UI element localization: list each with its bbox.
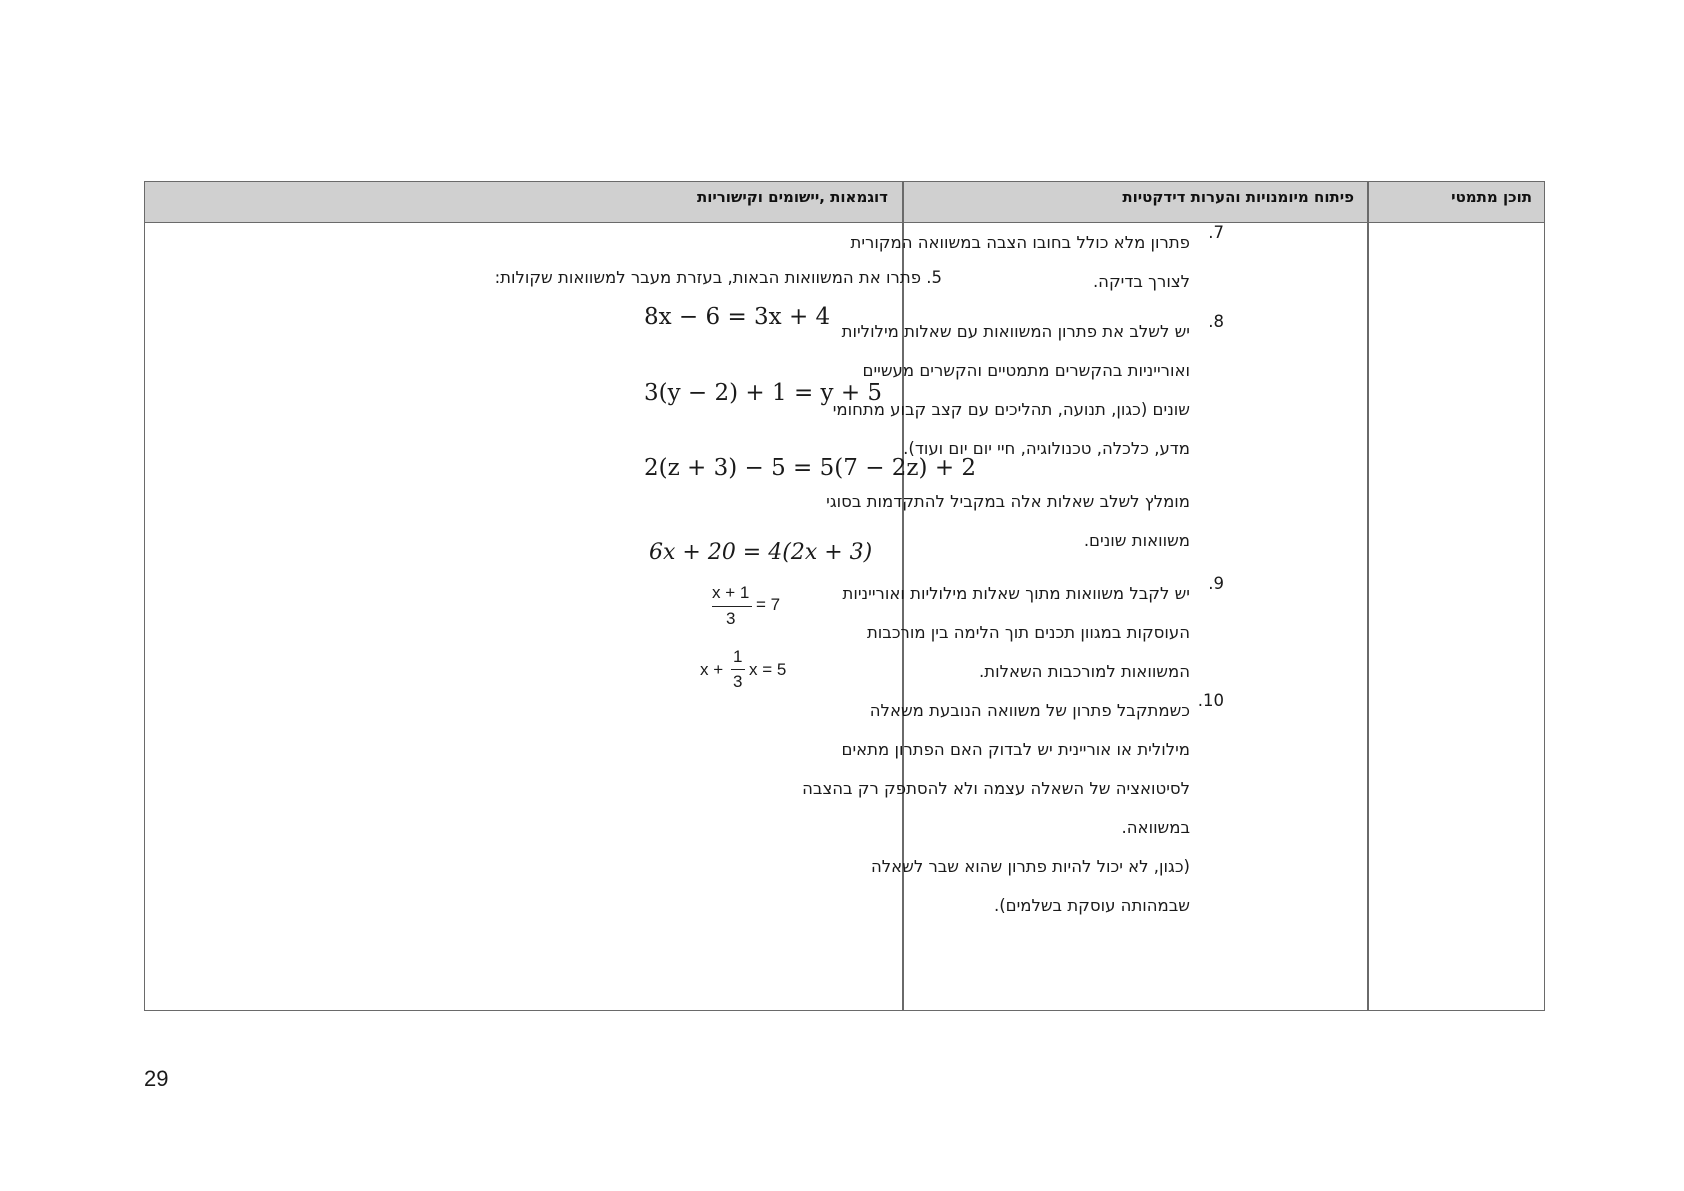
equation-4: 6x + 20 = 4(2x + 3): [649, 540, 873, 565]
item-line: (כגון, לא יכול להיות פתרון שהוא שבר לשאלה: [870, 857, 1190, 876]
curriculum-table: [144, 181, 1545, 1011]
item-line: משוואות שונים.: [1083, 531, 1190, 550]
item-number: 10.: [1197, 691, 1224, 710]
fraction-numerator: x + 1: [712, 583, 750, 602]
header-content: תוכן מתמטי: [1451, 188, 1532, 206]
item-line: לסיטואציה של השאלה עצמה ולא להסתפק רק בהצבה: [802, 779, 1190, 798]
page-number: 29: [144, 1066, 169, 1091]
equation-rhs: = 7: [756, 595, 781, 614]
item-line: המשוואות למורכבות השאלות.: [979, 662, 1190, 681]
item-line: כשמתקבל פתרון של משוואה הנובעת משאלה: [869, 701, 1190, 720]
item-line: העוסקות במגוון תכנים תוך הלימה בין מורכבות: [866, 623, 1190, 642]
skills-column: [790, 223, 1224, 925]
item-number: 9.: [1208, 574, 1224, 593]
fraction-numerator: 1: [733, 647, 743, 666]
item-line: מדע, כלכלה, טכנולוגיה, חיי יום יום ועוד).: [903, 439, 1190, 458]
list-item: [790, 574, 1224, 691]
column-divider: [1367, 182, 1369, 1010]
fraction-denominator: 3: [733, 672, 743, 691]
item-line: מילולית או אוריינית יש לבדוק האם הפתרון מתאים: [841, 740, 1190, 759]
fraction-bar: [712, 606, 752, 607]
item-line: פתרון מלא כולל בחובו הצבה במשוואה המקורית: [850, 233, 1190, 252]
header-examples: דוגמאות ,יישומים וקישוריות: [696, 188, 888, 206]
equation-1: 8x − 6 = 3x + 4: [644, 304, 831, 330]
item-number: 7.: [1208, 223, 1224, 242]
item-line: לצורך בדיקה.: [1092, 272, 1190, 291]
fraction-denominator: 3: [726, 609, 736, 628]
item-number: 8.: [1208, 312, 1224, 331]
equation-rhs: x = 5: [749, 660, 787, 679]
equation-lhs: x +: [700, 660, 724, 679]
list-item: [790, 691, 1224, 925]
header-skills: פיתוח מיומנויות והערות דידקטיות: [1122, 188, 1354, 206]
item-line: שבמהותה עוסקת בשלמים).: [993, 896, 1190, 915]
item-line: יש לשלב את פתרון המשוואות עם שאלות מילוליות: [841, 322, 1190, 341]
item-line: ואורייניות בהקשרים מתמטיים והקשרים מעשיים: [862, 361, 1190, 380]
item-line: מומלץ לשלב שאלות אלה במקביל להתקדמות בסוגי: [826, 492, 1190, 511]
item-line: יש לקבל משוואות מתוך שאלות מילוליות ואורייניות: [842, 584, 1190, 603]
item-line: שונים (כגון, תנועה, תהליכים עם קצב קבוע מתחומי: [832, 400, 1190, 419]
item-line: במשוואה.: [1121, 818, 1190, 837]
fraction-bar: [731, 669, 745, 670]
task-5-instruction: 5. פתרו את המשוואות הבאות, בעזרת מעבר למשוואות שקולות:: [494, 268, 942, 287]
equation-2: 3(y − 2) + 1 = y + 5: [644, 380, 883, 406]
equation-3: 2(z + 3) − 5 = 5(7 − 2z) + 2: [644, 455, 977, 481]
